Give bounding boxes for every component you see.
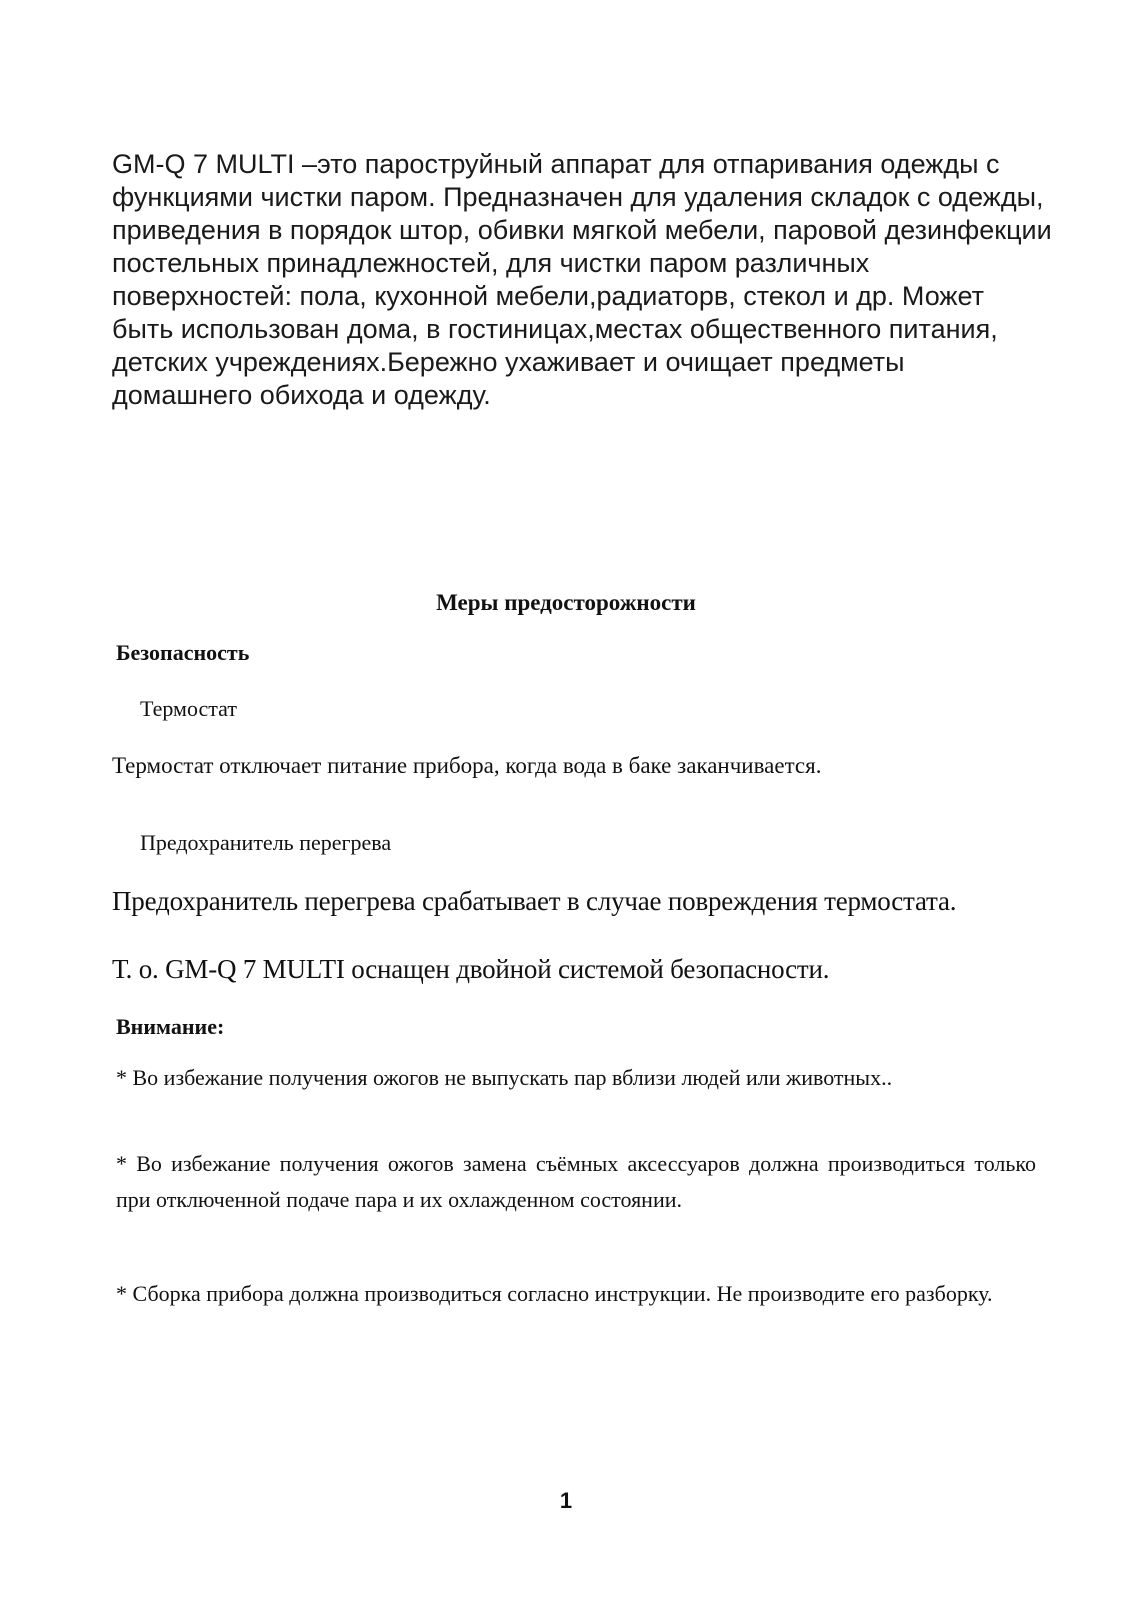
attention-item-3: * Сборка прибора должна производиться согласно инструкции. Не производите его разборку. <box>116 1281 993 1306</box>
thermostat-label: Термостат <box>140 696 237 721</box>
page-number: 1 <box>559 1488 573 1513</box>
safety-summary: Т. о. GM-Q 7 MULTI оснащен двойной системой безопасности. <box>112 954 830 984</box>
intro-paragraph: GM-Q 7 MULTI –это пароструйный аппарат для отпаривания одежды с функциями чистки паром. Предназначен для удаления складок с одежды, приведения в порядок штор, обивки мягкой мебели, паровой дезинфекции постельных принадлежностей, для чистки паром различных поверхностей: пола, кухонной мебели,радиаторв, стекол и др. Может быть использован дома, в гостиницах,местах общественного питания, детских учреждениях.Бережно ухаживает и очищает предметы домашнего обихода и одежду. <box>112 149 1052 410</box>
overheat-fuse-description: Предохранитель перегрева срабатывает в случае повреждения термостата. <box>112 886 957 916</box>
attention-item-1: * Во избежание получения ожогов не выпускать пар вблизи людей или животных.. <box>116 1065 893 1090</box>
overheat-fuse-label: Предохранитель перегрева <box>140 830 392 855</box>
section-title: Меры предосторожности <box>436 590 696 615</box>
attention-heading: Внимание: <box>116 1014 225 1039</box>
safety-heading: Безопасность <box>116 640 250 665</box>
attention-item-2: * Во избежание получения ожогов замена съёмных аксессуаров должна производиться только при отключенной подаче пара и их охлажденном состоянии. <box>116 1151 1036 1212</box>
thermostat-description: Термостат отключает питание прибора, когда вода в баке заканчивается. <box>112 753 822 778</box>
